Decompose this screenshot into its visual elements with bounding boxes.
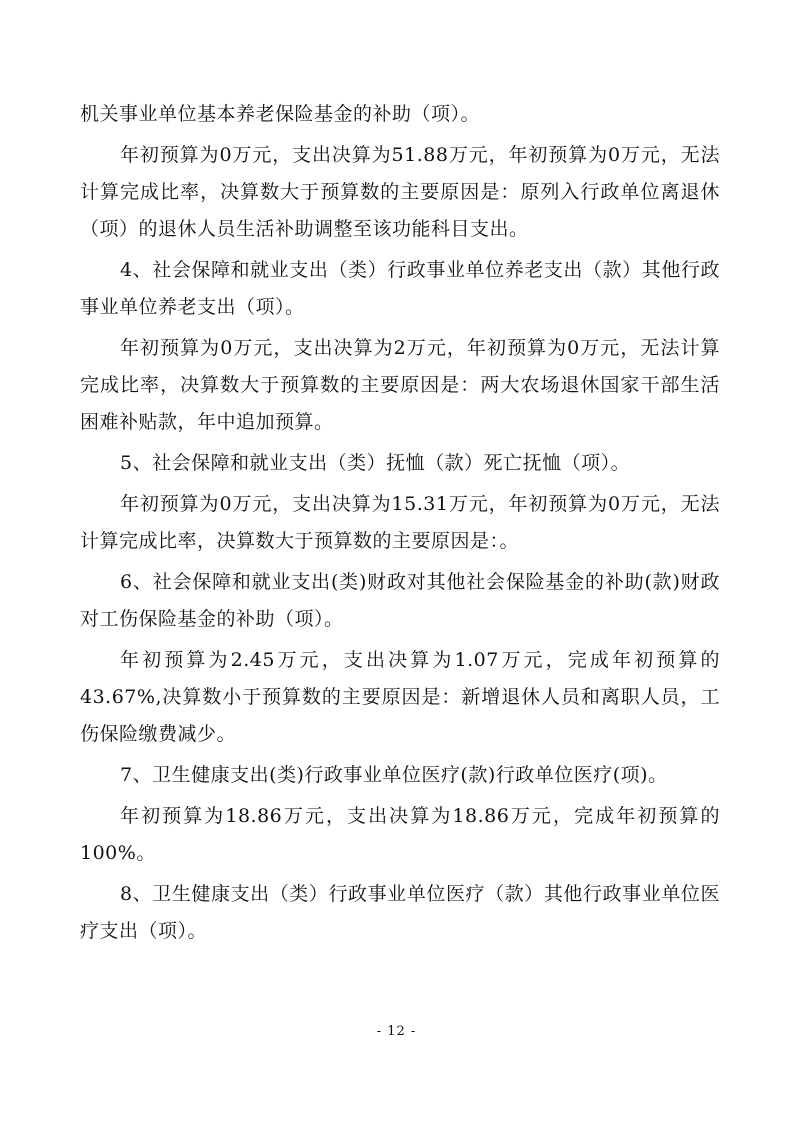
paragraph-pension-fund-subsidy-end: 机关事业单位基本养老保险基金的补助（项）。: [80, 103, 481, 125]
paragraph-item-4-explanation: 年初预算为0万元，支出决算为2万元，年初预算为0万元，无法计算完成比率，决算数大于预算数的主要原因是：两大农场退休国家干部生活困难补贴款，年中追加预算。: [80, 337, 720, 433]
paragraph-item-4-heading: 4、社会保障和就业支出（类）行政事业单位养老支出（款）其他行政事业单位养老支出（项）。: [80, 259, 720, 318]
paragraph-item-7-heading: 7、卫生健康支出(类)行政事业单位医疗(款)行政单位医疗(项)。: [120, 764, 668, 786]
paragraph-item-8-heading: 8、卫生健康支出（类）行政事业单位医疗（款）其他行政事业单位医疗支出（项）。: [80, 883, 720, 942]
paragraph-pension-fund-explanation: 年初预算为0万元，支出决算为51.88万元，年初预算为0万元，无法计算完成比率，决算数大于预算数的主要原因是：原列入行政单位离退休（项）的退休人员生活补助调整至该功能科目支出。: [80, 144, 720, 240]
paragraph-item-5-explanation: 年初预算为0万元，支出决算为15.31万元，年初预算为0万元，无法计算完成比率，决算数大于预算数的主要原因是：。: [80, 493, 720, 552]
paragraph-item-6-heading: 6、社会保障和就业支出(类)财政对其他社会保险基金的补助(款)财政对工伤保险基金的补助（项）。: [80, 571, 720, 630]
page-number: - 12 -: [376, 1024, 417, 1039]
paragraph-item-6-explanation: 年初预算为2.45万元，支出决算为1.07万元，完成年初预算的43.67%,决算数小于预算数的主要原因是：新增退休人员和离职人员，工伤保险缴费减少。: [80, 649, 720, 745]
paragraph-item-7-explanation: 年初预算为18.86万元，支出决算为18.86万元，完成年初预算的100%。: [80, 805, 720, 864]
document-body: [80, 96, 720, 954]
paragraph-item-5-heading: 5、社会保障和就业支出（类）抚恤（款）死亡抚恤（项）。: [120, 452, 631, 474]
